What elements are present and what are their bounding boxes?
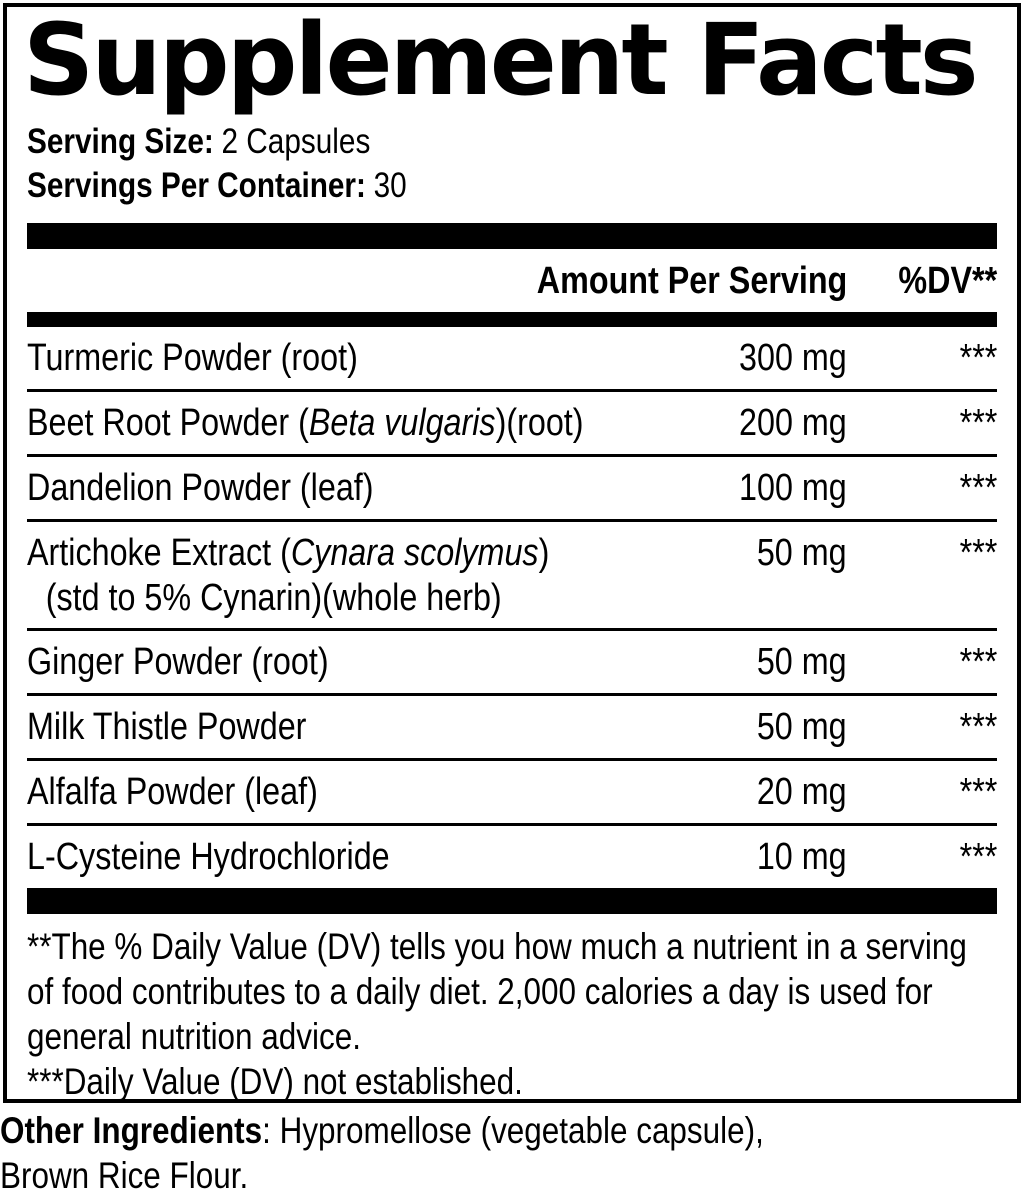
ingredient-amount: 10 mg bbox=[757, 835, 847, 878]
ingredient-name: L-Cysteine Hydrochloride bbox=[27, 835, 390, 878]
ingredient-dv: *** bbox=[959, 771, 997, 814]
servings-per-container-label: Servings Per Container: bbox=[27, 165, 366, 205]
ingredient-amount: 20 mg bbox=[757, 771, 847, 814]
footnote-line: ***Daily Value (DV) not established. bbox=[27, 1061, 523, 1103]
ingredient-dv: *** bbox=[959, 706, 997, 749]
ingredient-name: Dandelion Powder (leaf) bbox=[27, 466, 374, 509]
divider-bar-thick-bottom bbox=[27, 888, 997, 914]
servings-per-container-value: 30 bbox=[373, 165, 407, 205]
ingredient-name: Artichoke Extract (Cynara scolymus) (std to 5% Cynarin)(whole herb) bbox=[27, 531, 657, 621]
ingredient-row bbox=[27, 631, 997, 696]
other-ingredients-value: : Hypromellose (vegetable capsule), bbox=[262, 1110, 764, 1151]
ingredient-dv: *** bbox=[959, 402, 997, 445]
ingredient-amount: 100 mg bbox=[739, 466, 847, 509]
ingredient-amount: 50 mg bbox=[757, 706, 847, 749]
serving-size-label: Serving Size: bbox=[27, 121, 214, 161]
footnote-line: **The % Daily Value (DV) tells you how much a nutrient in a serving bbox=[27, 925, 967, 967]
serving-size-line bbox=[27, 120, 852, 164]
divider-bar-thick-top bbox=[27, 223, 997, 249]
serving-size-value: 2 Capsules bbox=[221, 121, 371, 161]
other-ingredients-line1 bbox=[0, 1108, 870, 1153]
ingredient-dv: *** bbox=[959, 531, 997, 574]
ingredient-dv: *** bbox=[959, 835, 997, 878]
table-header-row bbox=[27, 249, 997, 312]
ingredient-dv: *** bbox=[959, 466, 997, 509]
ingredient-name: Beet Root Powder (Beta vulgaris)(root) bbox=[27, 402, 584, 445]
percent-dv-header: %DV** bbox=[898, 260, 997, 303]
divider-bar-medium-header bbox=[27, 312, 997, 327]
other-ingredients-line2: Brown Rice Flour. bbox=[0, 1155, 249, 1190]
ingredient-row bbox=[27, 457, 997, 522]
ingredient-row bbox=[27, 696, 997, 761]
ingredient-row bbox=[27, 522, 997, 632]
footnotes-section bbox=[27, 914, 997, 1105]
ingredient-amount: 50 mg bbox=[757, 641, 847, 684]
ingredient-name: Alfalfa Powder (leaf) bbox=[27, 771, 318, 814]
ingredient-dv: *** bbox=[959, 641, 997, 684]
footnote-line: general nutrition advice. bbox=[27, 1016, 361, 1057]
other-ingredients-section bbox=[0, 1108, 1024, 1190]
footnote-line: of food contributes to a daily diet. 2,000 calories a day is used for bbox=[27, 970, 933, 1012]
ingredient-name: Turmeric Powder (root) bbox=[27, 337, 358, 380]
ingredient-row bbox=[27, 392, 997, 457]
other-ingredients-label: Other Ingredients bbox=[0, 1110, 263, 1151]
ingredient-table bbox=[27, 327, 997, 887]
ingredient-row bbox=[27, 327, 997, 392]
servings-per-container-line bbox=[27, 164, 852, 208]
amount-per-serving-header: Amount Per Serving bbox=[536, 260, 847, 303]
supplement-facts-panel bbox=[3, 3, 1021, 1103]
table-header-dv-cell bbox=[847, 259, 997, 304]
ingredient-amount: 50 mg bbox=[757, 531, 847, 574]
ingredient-name: Milk Thistle Powder bbox=[27, 706, 307, 749]
ingredient-row bbox=[27, 761, 997, 826]
ingredient-dv: *** bbox=[959, 337, 997, 380]
ingredient-name-line2: (std to 5% Cynarin)(whole herb) bbox=[45, 576, 502, 619]
ingredient-name: Ginger Powder (root) bbox=[27, 641, 329, 684]
serving-info bbox=[27, 120, 997, 208]
ingredient-row bbox=[27, 826, 997, 888]
table-header-amount-cell bbox=[27, 259, 847, 304]
panel-title: Supplement Facts bbox=[23, 3, 976, 118]
ingredient-amount: 300 mg bbox=[739, 337, 847, 380]
ingredient-amount: 200 mg bbox=[739, 402, 847, 445]
